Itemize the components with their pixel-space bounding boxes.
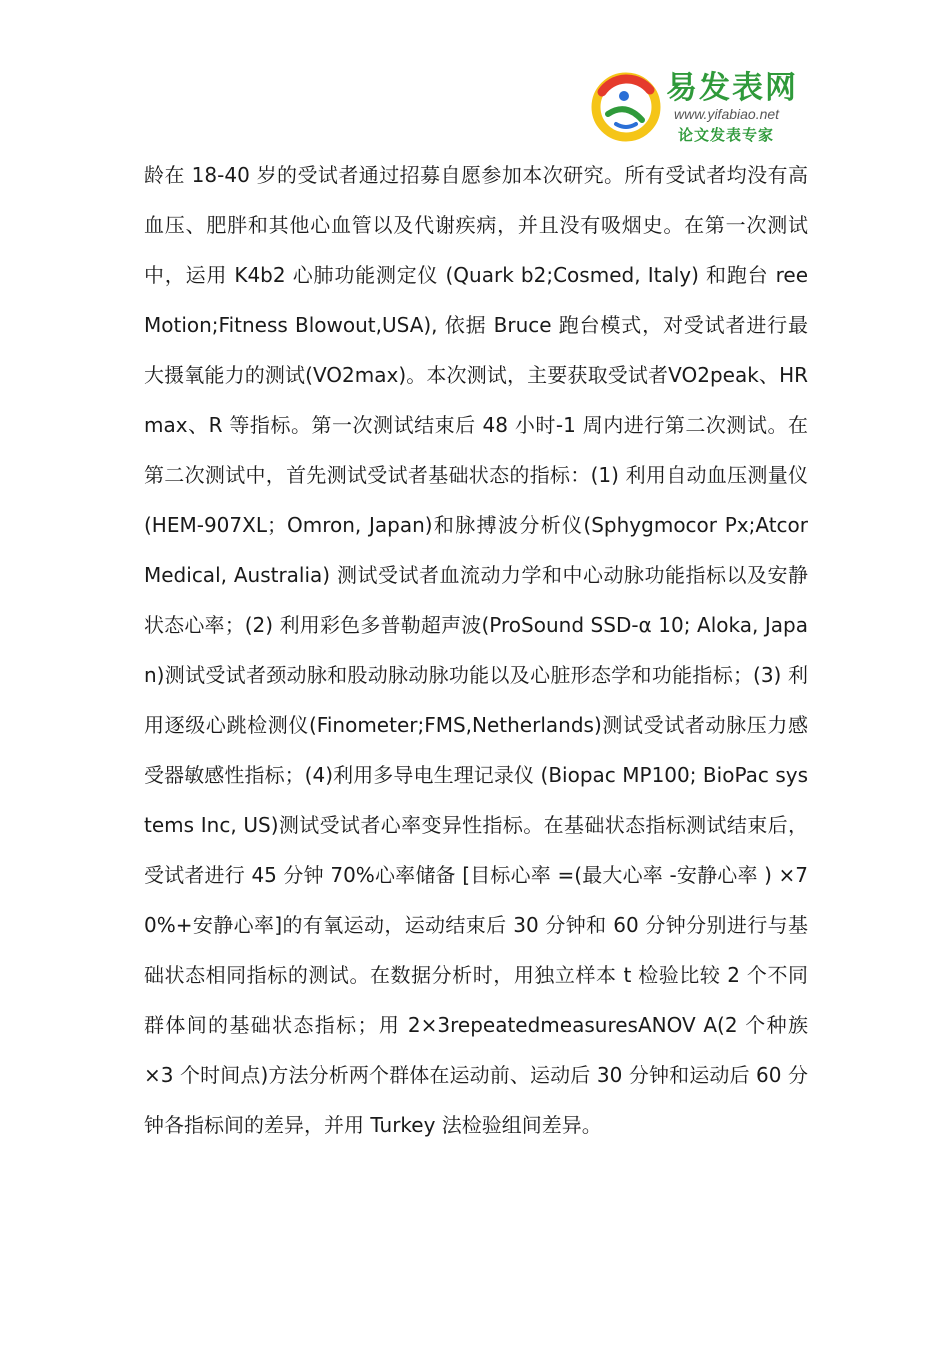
logo-slogan: 论文发表专家	[678, 126, 775, 144]
logo-title: 易发表网	[666, 70, 798, 106]
logo-url: www.yifabiao.net	[674, 106, 780, 122]
body-paragraph: 龄在 18-40 岁的受试者通过招募自愿参加本次研究。所有受试者均没有高血压、肥胖和其他心血管以及代谢疾病，并且没有吸烟史。在第一次测试中，运用 K4b2 心肺功能测定仪 (Quark b2;Cosmed, Italy) 和跑台 reeMotion;Fitness Blowout,USA), 依据 Bruce 跑台模式，对受试者进行最大摄氧能力的测试(VO2max)。本次测试，主要获取受试者VO2peak、HRmax、R 等指标。第一次测试结束后 48 小时-1 周内进行第二次测试。在第二次测试中，首先测试受试者基础状态的指标：(1) 利用自动血压测量仪 (HEM-907XL；Omron, Japan)和脉搏波分析仪(Sphygmocor Px;Atcor Medical, Australia) 测试受试者血流动力学和中心动脉功能指标以及安静状态心率；(2) 利用彩色多普勒超声波(ProSound SSD-α 10; Aloka, Japan)测试受试者颈动脉和股动脉动脉功能以及心脏形态学和功能指标；(3) 利用逐级心跳检测仪(Finometer;FMS,Netherlands)测试受试者动脉压力感受器敏感性指标；(4)利用多导电生理记录仪 (Biopac MP100; BioPac systems Inc, US)测试受试者心率变异性指标。在基础状态指标测试结束后，受试者进行 45 分钟 70%心率储备 [目标心率 =(最大心率 -安静心率 ) ×70%+安静心率]的有氧运动，运动结束后 30 分钟和 60 分钟分别进行与基础状态相同指标的测试。在数据分析时，用独立样本 t 检验比较 2 个不同群体间的基础状态指标；用 2×3repeatedmeasuresANOV A(2 个种族 ×3 个时间点)方法分析两个群体在运动前、运动后 30 分钟和运动后 60 分钟各指标间的差异，并用 Turkey 法检验组间差异。	[144, 163, 808, 1137]
site-logo	[590, 68, 820, 148]
brand-swirl-icon	[590, 72, 662, 142]
